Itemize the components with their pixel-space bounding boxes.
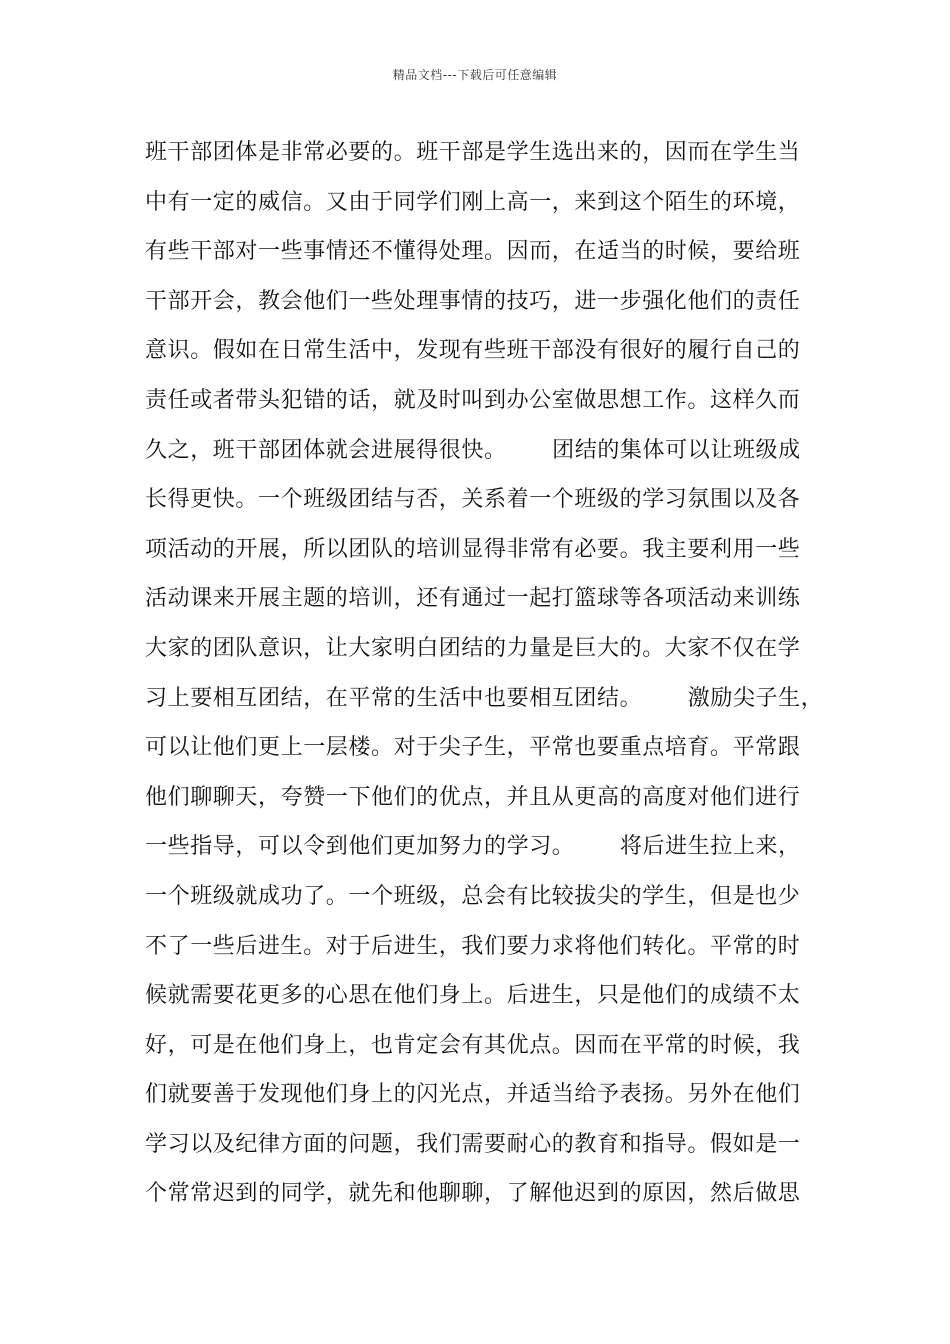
text-line: 个常常迟到的同学，就先和他聊聊，了解他迟到的原因，然后做思 bbox=[145, 1181, 801, 1207]
text-line: 学习以及纪律方面的问题，我们需要耐心的教育和指导。假如是一 bbox=[145, 1131, 801, 1157]
text-line: 久之，班干部团体就会进展得很快。 团结的集体可以让班级成 bbox=[145, 437, 801, 463]
text-line: 有些干部对一些事情还不懂得处理。因而，在适当的时候，要给班 bbox=[145, 239, 801, 265]
text-line: 不了一些后进生。对于后进生，我们要力求将他们转化。平常的时 bbox=[145, 933, 801, 959]
page-header: 精品文档---下载后可任意编辑 bbox=[392, 68, 558, 82]
text-line: 干部开会，教会他们一些处理事情的技巧，进一步强化他们的责任 bbox=[145, 288, 801, 314]
text-line: 一些指导，可以令到他们更加努力的学习。 将后进生拉上来， bbox=[145, 834, 801, 860]
text-line: 大家的团队意识，让大家明白团结的力量是巨大的。大家不仅在学 bbox=[145, 635, 801, 661]
text-line: 长得更快。一个班级团结与否，关系着一个班级的学习氛围以及各 bbox=[145, 487, 801, 513]
text-line: 意识。假如在日常生活中，发现有些班干部没有很好的履行自己的 bbox=[145, 338, 801, 364]
text-line: 们就要善于发现他们身上的闪光点，并适当给予表扬。另外在他们 bbox=[145, 1082, 801, 1108]
text-line: 责任或者带头犯错的话，就及时叫到办公室做思想工作。这样久而 bbox=[145, 387, 801, 413]
text-line: 好，可是在他们身上，也肯定会有其优点。因而在平常的时候，我 bbox=[145, 1032, 801, 1058]
text-line: 中有一定的威信。又由于同学们刚上高一，来到这个陌生的环境， bbox=[145, 189, 801, 215]
text-line: 一个班级就成功了。一个班级，总会有比较拔尖的学生，但是也少 bbox=[145, 883, 801, 909]
text-line: 项活动的开展，所以团队的培训显得非常有必要。我主要利用一些 bbox=[145, 536, 801, 562]
text-line: 习上要相互团结，在平常的生活中也要相互团结。 激励尖子生， bbox=[145, 685, 824, 711]
text-line: 他们聊聊天，夸赞一下他们的优点，并且从更高的高度对他们进行 bbox=[145, 784, 801, 810]
document-body bbox=[145, 128, 835, 1219]
text-line: 可以让他们更上一层楼。对于尖子生，平常也要重点培育。平常跟 bbox=[145, 735, 801, 761]
text-line: 活动课来开展主题的培训，还有通过一起打篮球等各项活动来训练 bbox=[145, 586, 801, 612]
text-line: 候就需要花更多的心思在他们身上。后进生，只是他们的成绩不太 bbox=[145, 983, 801, 1009]
text-line: 班干部团体是非常必要的。班干部是学生选出来的，因而在学生当 bbox=[145, 140, 801, 165]
